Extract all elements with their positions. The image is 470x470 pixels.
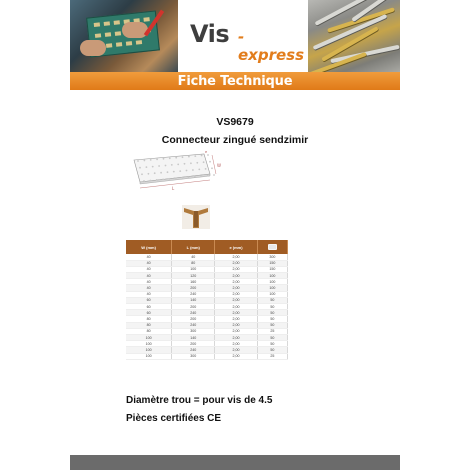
table-cell: 60 [126,297,172,303]
header [70,0,400,72]
table-cell: 140 [172,297,215,303]
product-code: VS9679 [216,116,254,128]
table-cell: 80 [172,260,215,266]
table-cell: 160 [172,279,215,285]
table-cell: 150 [257,266,287,272]
table-cell: 40 [126,291,172,297]
table-cell: 60 [126,304,172,310]
table-cell: 50 [257,297,287,303]
table-cell: 200 [172,285,215,291]
certification-note: Pièces certifiées CE [126,413,222,424]
brand-logo[interactable] [178,0,308,72]
table-cell: 80 [126,316,172,322]
table-cell: 200 [172,341,215,347]
hole-diameter-note: Diamètre trou = pour vis de 4.5 [126,395,273,406]
column-header-length: L (mm) [172,240,215,254]
table-header-row [126,240,288,254]
table-cell: 240 [172,347,215,353]
table-cell: 300 [257,254,287,260]
table-cell: 2,00 [215,266,258,272]
workshop-photo [70,0,178,72]
table-cell: 100 [257,291,287,297]
table-row [126,353,288,359]
screws-photo [308,0,400,72]
table-cell: 2,00 [215,273,258,279]
table-cell: 2,00 [215,285,258,291]
table-cell: 40 [126,260,172,266]
column-header-width: W (mm) [126,240,172,254]
brand-sub: -express [238,28,305,64]
table-cell: 240 [172,322,215,328]
table-cell: 2,00 [215,347,258,353]
table-cell: 2,00 [215,304,258,310]
table-cell: 100 [257,273,287,279]
length-label: L [172,186,175,191]
table-cell: 200 [172,304,215,310]
table-cell: 40 [126,254,172,260]
column-header-thickness: e (mm) [215,240,258,254]
table-cell: 240 [172,291,215,297]
table-cell: 50 [257,334,287,340]
table-cell: 300 [172,353,215,359]
dimensions-table [126,240,288,360]
table-cell: 100 [126,347,172,353]
table-cell: 100 [172,266,215,272]
brand-main: Vis [190,20,230,48]
table-cell: 40 [126,273,172,279]
table-cell: 80 [126,322,172,328]
table-cell: 100 [126,341,172,347]
box-icon [268,244,277,250]
table-cell: 25 [257,328,287,334]
connector-profile-image [182,201,210,229]
table-cell: 40 [172,254,215,260]
table-cell: 25 [257,353,287,359]
table-cell: 50 [257,322,287,328]
product-name: Connecteur zingué sendzimir [161,134,309,146]
banner-title: Fiche Technique [177,73,293,89]
table-cell: 50 [257,341,287,347]
table-cell: 2,00 [215,328,258,334]
table-cell: 100 [257,279,287,285]
table-cell: 50 [257,310,287,316]
column-header-package [257,240,287,254]
table-cell: 100 [257,285,287,291]
table-cell: 2,00 [215,297,258,303]
table-cell: 2,00 [215,316,258,322]
table-cell: 2,00 [215,353,258,359]
table-cell: 2,00 [215,341,258,347]
table-cell: 80 [126,328,172,334]
footer-bar [70,455,400,470]
table-cell: 2,00 [215,254,258,260]
table-cell: 2,00 [215,291,258,297]
table-cell: 40 [126,285,172,291]
table-cell: 200 [172,316,215,322]
table-cell: 300 [172,328,215,334]
table-cell: 2,00 [215,260,258,266]
table-cell: 50 [257,304,287,310]
table-cell: 2,00 [215,322,258,328]
table-cell: 240 [172,310,215,316]
table-cell: 40 [126,279,172,285]
thickness-label: e [205,150,208,154]
table-cell: 100 [126,353,172,359]
table-cell: 2,00 [215,279,258,285]
fiche-technique-banner [70,72,400,90]
table-cell: 50 [257,316,287,322]
table-cell: 100 [126,334,172,340]
table-cell: 150 [257,260,287,266]
table-cell: 2,00 [215,334,258,340]
connector-plate-diagram [126,148,226,194]
table-cell: 2,00 [215,310,258,316]
width-label: W [217,163,221,168]
table-cell: 40 [126,266,172,272]
table-cell: 60 [126,310,172,316]
table-cell: 120 [172,273,215,279]
table-cell: 50 [257,347,287,353]
table-cell: 140 [172,334,215,340]
